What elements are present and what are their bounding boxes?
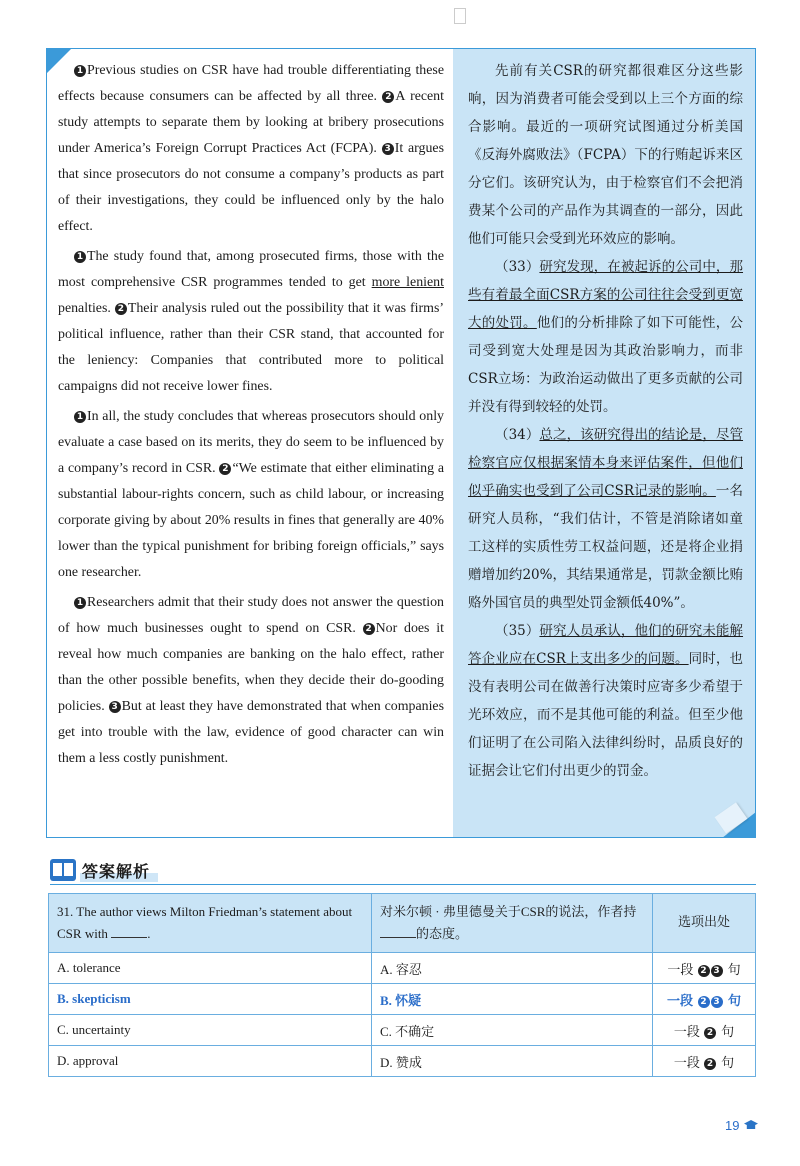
english-passage bbox=[58, 58, 444, 776]
sentence-number: 3 bbox=[711, 996, 723, 1008]
option-source bbox=[653, 1046, 756, 1077]
crop-mark bbox=[454, 8, 466, 24]
option-en: A. tolerance bbox=[49, 953, 372, 984]
sentence-text: 同时，也没有表明公司在做善行决策时应寄多少希望于光环效应，而不是其他可能的利益。但至少他们证明了在公司陷入法律纠纷时，品质良好的证据会让它们付出更少的罚金。 bbox=[468, 651, 743, 779]
sentence-number: 2 bbox=[698, 965, 710, 977]
section-title: 答案解析 bbox=[80, 859, 158, 882]
question-label: （34） bbox=[495, 427, 540, 443]
sentence-number: 2 bbox=[219, 463, 231, 475]
sentence-text: Their analysis ruled out the possibility that it was firms’ political influence, rather than their CSR stand, that accounted for the leniency: Companies that contributed more to political campaigns did not receive lower fines. bbox=[58, 301, 444, 394]
underlined-sentence: 研究发现，在被起诉的公司中，那些有着最全面CSR方案的公司往往会受到更宽大的处罚。 bbox=[468, 259, 744, 331]
option-cn: B. 怀疑 bbox=[372, 984, 653, 1015]
question-text: 对米尔顿 · 弗里德曼关于CSR的说法，作者持 bbox=[380, 904, 637, 919]
sentence-text: Nor does it reveal how much companies are banking on the halo effect, rather than the other possible benefits, when they decide their do-gooding policies. bbox=[58, 621, 444, 714]
question-label: （33） bbox=[495, 259, 540, 275]
sentence-text: 一名研究人员称，“我们估计，不管是消除诸如童工这样的实质性劳工权益问题，还是将企业捐赠增加约20%，其结果通常是，罚款金额比贿赂外国官员的典型处罚金额低40%”。 bbox=[468, 483, 743, 611]
underlined-phrase: more lenient bbox=[371, 275, 444, 290]
sentence-number: 2 bbox=[115, 303, 127, 315]
answer-blank bbox=[380, 937, 416, 938]
sentence-number: 3 bbox=[711, 965, 723, 977]
page-number: 19 bbox=[725, 1118, 740, 1133]
source-text: 句 bbox=[721, 1055, 735, 1071]
section-divider bbox=[50, 884, 756, 885]
source-text: 一段 bbox=[673, 1055, 700, 1071]
sentence-number: 2 bbox=[704, 1058, 716, 1070]
underlined-sentence: 总之，该研究得出的结论是，尽管检察官应仅根据案情本身来评估案件，但他们似乎确实也受到了公司CSR记录的影响。 bbox=[468, 427, 744, 499]
option-cn: A. 容忍 bbox=[372, 953, 653, 984]
source-text: 句 bbox=[721, 1024, 735, 1040]
english-paragraph-2 bbox=[58, 244, 444, 400]
sentence-number: 2 bbox=[382, 91, 394, 103]
question-chinese bbox=[372, 894, 653, 953]
sentence-number: 3 bbox=[109, 701, 121, 713]
answer-table bbox=[48, 893, 756, 1077]
sentence-text: Previous studies on CSR have had trouble differentiating these effects because consumers can be affected by all three. bbox=[58, 63, 444, 104]
sentence-number: 1 bbox=[74, 251, 86, 263]
sentence-text: A recent study attempts to separate them by looking at bribery prosecutions under America’s Foreign Corrupt Practices Act (FCPA). bbox=[58, 89, 444, 156]
sentence-number: 1 bbox=[74, 65, 86, 77]
table-row-c bbox=[49, 1015, 756, 1046]
table-header-row bbox=[49, 894, 756, 953]
option-cn: D. 赞成 bbox=[372, 1046, 653, 1077]
sentence-text: “We estimate that either eliminating a substantial labour-rights concern, such as child labour, or increasing corporate giving by about 20% results in fines that generally are 40% lower than the typical punishment for bribing foreign officials,” says one researcher. bbox=[58, 461, 444, 580]
english-paragraph-4 bbox=[58, 590, 444, 772]
chinese-paragraph-3 bbox=[468, 421, 743, 617]
underlined-sentence: 研究人员承认，他们的研究未能解答企业应在CSR上支出多少的问题。 bbox=[468, 623, 744, 667]
sentence-text: penalties. bbox=[58, 301, 111, 316]
source-text: 一段 bbox=[666, 993, 693, 1009]
sentence-text: Researchers admit that their study does not answer the question of how much businesses ought to spend on CSR. bbox=[58, 595, 444, 636]
question-english bbox=[49, 894, 372, 953]
sentence-text: In all, the study concludes that whereas prosecutors should only evaluate a case based on its merits, they do seem to be influenced by a company’s record in CSR. bbox=[58, 409, 444, 476]
sentence-number: 2 bbox=[363, 623, 375, 635]
book-icon bbox=[50, 859, 76, 881]
chinese-paragraph-4 bbox=[468, 617, 743, 785]
table-row-b-correct bbox=[49, 984, 756, 1015]
source-text: 句 bbox=[727, 962, 741, 978]
question-label: （35） bbox=[495, 623, 540, 639]
sentence-number: 3 bbox=[382, 143, 394, 155]
sentence-number: 2 bbox=[704, 1027, 716, 1039]
sentence-text: But at least they have demonstrated that when companies get into trouble with the law, evidence of good character can win them a less costly punishment. bbox=[58, 699, 444, 766]
option-source bbox=[653, 984, 756, 1015]
sentence-number: 1 bbox=[74, 597, 86, 609]
option-source bbox=[653, 1015, 756, 1046]
option-en: C. uncertainty bbox=[49, 1015, 372, 1046]
table-row-d bbox=[49, 1046, 756, 1077]
chinese-paragraph-2 bbox=[468, 253, 743, 421]
english-paragraph-1 bbox=[58, 58, 444, 240]
source-header: 选项出处 bbox=[653, 894, 756, 953]
sentence-text: 他们的分析排除了如下可能性，公司受到宽大处理是因为其政治影响力，而非CSR立场：为政治运动做出了更多贡献的公司并没有得到较轻的处罚。 bbox=[468, 315, 744, 415]
source-text: 一段 bbox=[667, 962, 694, 978]
source-text: 句 bbox=[728, 993, 742, 1009]
option-source bbox=[653, 953, 756, 984]
question-punct: . bbox=[147, 926, 151, 941]
sentence-text: The study found that, among prosecuted firms, those with the most comprehensive CSR programmes tended to get bbox=[58, 249, 444, 290]
source-text: 一段 bbox=[673, 1024, 700, 1040]
english-paragraph-3 bbox=[58, 404, 444, 586]
sentence-number: 2 bbox=[698, 996, 710, 1008]
section-header bbox=[50, 858, 158, 882]
question-text: 31. The author views Milton Friedman’s statement about CSR with bbox=[57, 904, 353, 941]
table-row-a bbox=[49, 953, 756, 984]
chinese-translation bbox=[453, 49, 755, 837]
sentence-number: 1 bbox=[74, 411, 86, 423]
question-text: 的态度。 bbox=[416, 926, 469, 941]
option-en: D. approval bbox=[49, 1046, 372, 1077]
chinese-paragraph-1: 先前有关CSR的研究都很难区分这些影响，因为消费者可能会受到以上三个方面的综合影响。最近的一项研究试图通过分析美国《反海外腐败法》（FCPA）下的行贿起诉来区分它们。该研究认为，由于检察官们不会把消费某个公司的产品作为其调查的一部分，因此他们可能只会受到光环效应的影响。 bbox=[468, 63, 743, 247]
option-cn: C. 不确定 bbox=[372, 1015, 653, 1046]
graduation-cap-icon bbox=[744, 1120, 758, 1129]
option-en: B. skepticism bbox=[49, 984, 372, 1015]
sentence-text: It argues that since prosecutors do not consume a company’s products as part of their investigations, they could be influenced only by the halo effect. bbox=[58, 141, 444, 234]
answer-blank bbox=[111, 937, 147, 938]
